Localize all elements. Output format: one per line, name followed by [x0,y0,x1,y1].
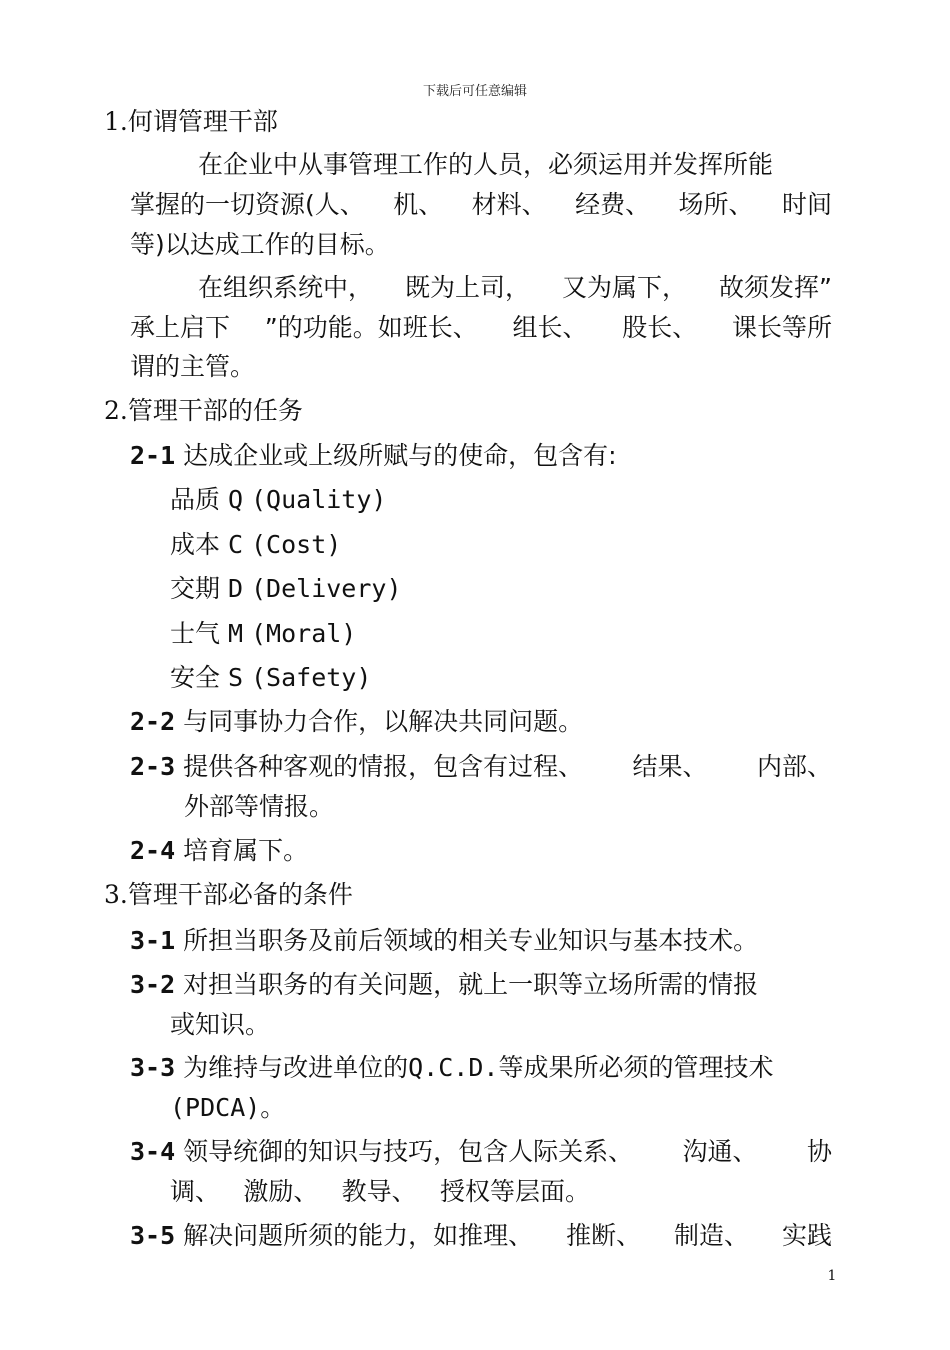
item-letter: M [227,619,244,648]
text-segment: 机、 [393,190,444,219]
list-item [130,752,832,782]
item-label: 士气 [170,619,221,648]
page-number: 1 [827,1268,837,1284]
paragraph-line [130,190,832,220]
item-number: 3-1 [130,926,176,955]
qcdms-item-moral [170,619,356,649]
item-letter: Q [227,485,244,514]
text-segment: ”的功能。如班长、 [264,313,478,342]
list-item [130,1053,773,1083]
item-letter: C [227,530,244,559]
item-english: (Cost) [250,530,342,559]
item-english: (Safety) [250,663,372,692]
list-item [130,707,583,737]
text-segment: 股长、 [622,313,698,342]
item-label: 品质 [170,485,221,514]
text-segment: 场所、 [678,190,754,219]
text-segment: 内部、 [756,752,832,781]
item-number: 3-4 [130,1137,176,1166]
text-segment: 在组织系统中， [198,273,374,302]
item-english: (Moral) [250,619,357,648]
text-segment: 掌握的一切资源(人、 [130,190,365,219]
item-letter: D [227,574,244,603]
paragraph-line [198,273,832,303]
page-header: 下载后可任意编辑 [422,84,527,99]
text-segment: 授权等层面。 [439,1177,590,1206]
item-english: (Delivery) [250,574,402,603]
text-segment: 又为属下， [562,273,688,302]
text-segment: 既为上司， [405,273,531,302]
text-segment: 协 [806,1137,832,1166]
item-text: 等成果所必须的管理技术 [498,1053,774,1082]
item-text: Q.C.D. [408,1053,499,1082]
section-2-heading [104,396,303,426]
item-label: 交期 [170,574,221,603]
item-text: 所担当职务及前后领域的相关专业知识与基本技术。 [183,926,759,955]
item-number: 3-3 [130,1053,176,1082]
item-label: 安全 [170,663,221,692]
list-item [130,1137,832,1167]
qcdms-item-delivery [170,574,402,604]
text-segment: 沟通、 [682,1137,758,1166]
list-item [130,1221,832,1251]
item-number: 2-3 [130,752,176,781]
paragraph-line: 等)以达成工作的目标。 [130,230,390,259]
text-segment: 结果、 [632,752,708,781]
section-title: 何谓管理干部 [127,107,278,136]
section-3-heading [104,880,353,910]
item-text: 提供各种客观的情报，包含有过程、 [183,752,584,781]
section-title: 管理干部的任务 [127,396,303,425]
list-item [130,836,308,866]
section-1-heading [104,107,278,137]
paragraph-line: 谓的主管。 [130,352,256,381]
list-item [130,970,758,1000]
list-item-continuation: 或知识。 [170,1010,271,1039]
qcdms-item-cost [170,530,341,560]
text-segment: 调、 [170,1177,221,1206]
text-segment: 承上启下 [130,313,231,342]
text-segment: 课长等所 [731,313,832,342]
text-segment: 制造、 [674,1221,750,1250]
qcdms-item-quality [170,485,386,515]
text-segment: 时间 [781,190,832,219]
list-item-continuation: 外部等情报。 [184,792,335,821]
item-text: 解决问题所须的能力，如推理、 [183,1221,534,1250]
section-title: 管理干部必备的条件 [127,880,353,909]
item-text: 为维持与改进单位的 [183,1053,409,1082]
section-number: 3. [104,880,128,909]
item-text: 与同事协力合作，以解决共同问题。 [183,707,584,736]
item-letter: S [227,663,244,692]
list-item-continuation [170,1177,590,1207]
text-segment: 推断、 [566,1221,642,1250]
text-segment: 激励、 [243,1177,319,1206]
text-segment: 材料、 [471,190,547,219]
item-label: 成本 [170,530,221,559]
item-number: 2-1 [130,441,176,470]
paragraph-line: 在企业中从事管理工作的人员，必须运用并发挥所能 [198,150,774,179]
qcdms-item-safety [170,663,371,693]
text-segment: 故须发挥” [719,273,832,302]
item-number: 2-4 [130,836,176,865]
list-item [130,441,617,471]
item-text: 达成企业或上级所赋与的使命，包含有: [183,441,617,470]
section-number: 2. [104,396,128,425]
item-text: 对担当职务的有关问题，就上一职等立场所需的情报 [183,970,759,999]
item-english: (Quality) [250,485,387,514]
item-number: 2-2 [130,707,176,736]
text-segment: 经费、 [575,190,651,219]
item-text: 培育属下。 [183,836,309,865]
item-number: 3-2 [130,970,176,999]
text-segment: 组长、 [512,313,588,342]
item-number: 3-5 [130,1221,176,1250]
item-text: 领导统御的知识与技巧，包含人际关系、 [183,1137,634,1166]
text-segment: 实践 [781,1221,832,1250]
section-number: 1. [104,107,128,136]
list-item [130,926,758,956]
text-segment: 教导、 [341,1177,417,1206]
paragraph-line [130,313,832,343]
list-item-continuation: (PDCA)。 [170,1093,286,1122]
